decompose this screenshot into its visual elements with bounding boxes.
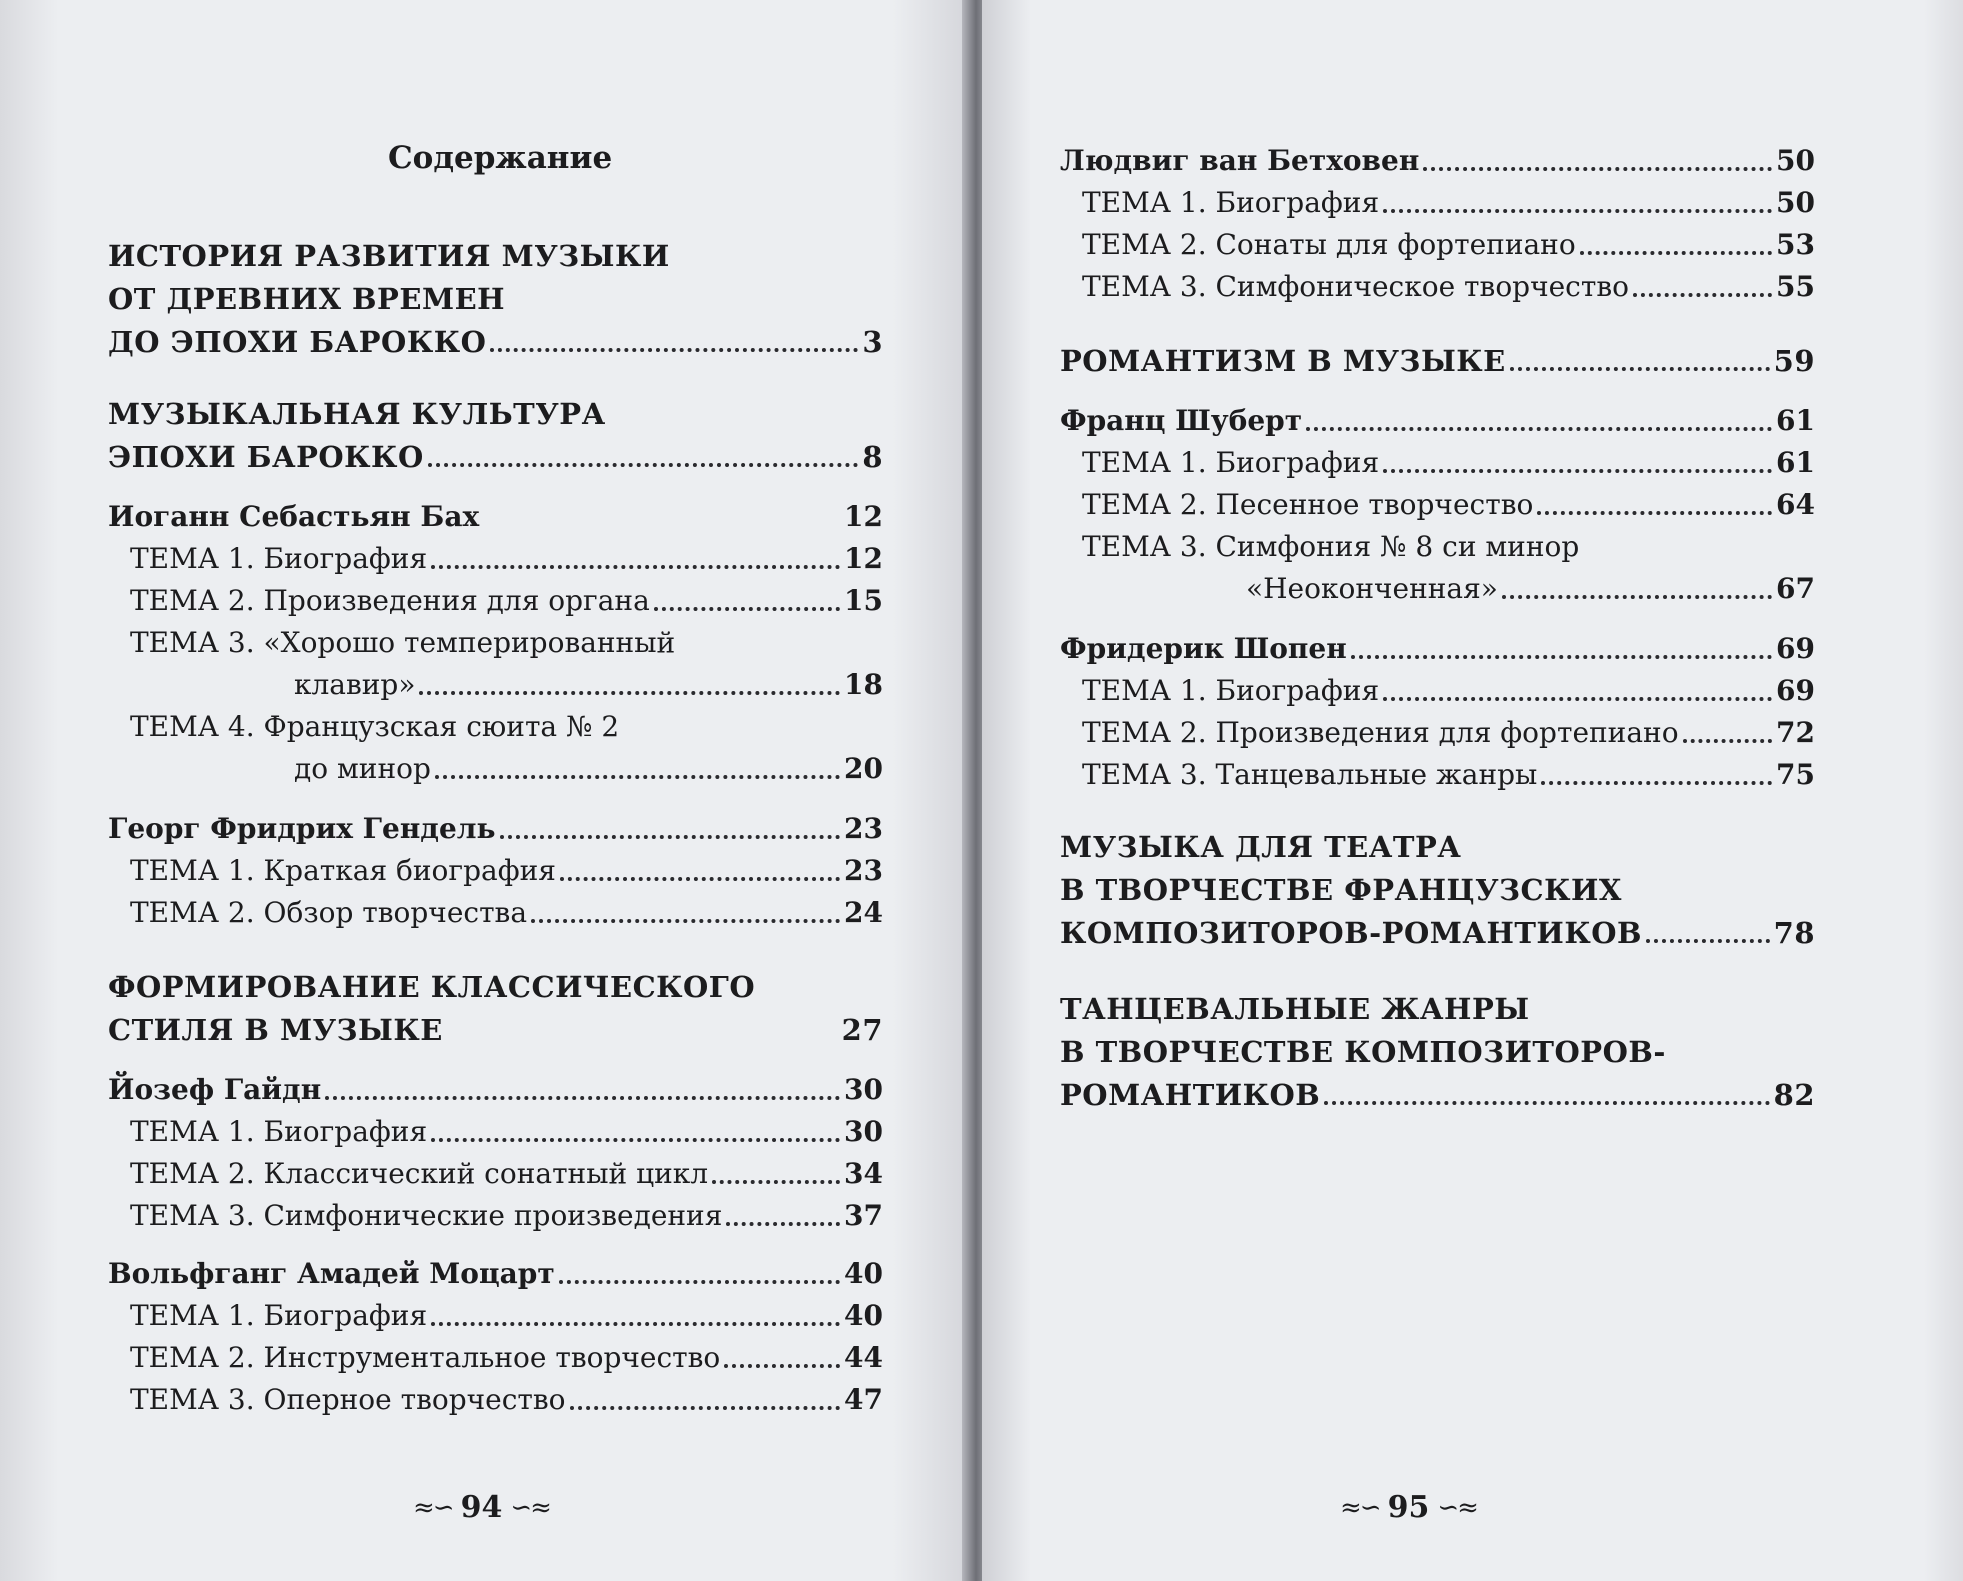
page-number: 12 (844, 542, 883, 575)
toc-entry-topic[interactable] (1060, 184, 1815, 222)
entry-label: ТЕМА 2. Песенное творчество (1082, 488, 1534, 521)
page-number: 12 (844, 500, 883, 533)
section-heading-line: ТАНЦЕВАЛЬНЫЕ ЖАНРЫ (1060, 992, 1530, 1026)
leader-dots (1502, 595, 1772, 599)
page-number: 15 (844, 584, 883, 617)
toc-entry-topic[interactable] (1060, 756, 1815, 794)
leader-dots (1423, 167, 1772, 171)
page-number: 34 (844, 1157, 883, 1190)
page-number: 3 (862, 325, 883, 359)
page-number: 20 (844, 752, 883, 785)
page-number: 40 (844, 1299, 883, 1332)
page-number: 23 (844, 854, 883, 887)
toc-entry-topic[interactable] (1060, 672, 1815, 710)
entry-label: РОМАНТИКОВ (1060, 1078, 1321, 1112)
leader-dots (1580, 251, 1772, 255)
toc-entry-topic[interactable] (1060, 226, 1815, 264)
toc-entry-composer[interactable] (108, 1071, 883, 1109)
toc-entry-topic[interactable] (1060, 444, 1815, 482)
page-number: 50 (1776, 144, 1815, 177)
entry-label: ТЕМА 1. Биография (1082, 674, 1380, 707)
entry-label: Йозеф Гайдн (108, 1073, 322, 1106)
page-number: 72 (1776, 716, 1815, 749)
leader-dots (1324, 1101, 1769, 1105)
entry-label: «Неоконченная» (1246, 572, 1498, 605)
entry-label: ТЕМА 3. Симфоническое творчество (1082, 270, 1629, 303)
toc-entry-topic[interactable] (108, 852, 883, 890)
entry-label: ТЕМА 2. Произведения для фортепиано (1082, 716, 1679, 749)
entry-label: клавир» (294, 668, 416, 701)
toc-entry-composer[interactable] (1060, 402, 1815, 440)
leader-dots (531, 919, 840, 923)
entry-label: ТЕМА 1. Биография (1082, 186, 1380, 219)
leader-dots (1383, 469, 1772, 473)
leader-space (483, 523, 840, 527)
entry-label: ТЕМА 1. Биография (130, 1115, 428, 1148)
leader-dots (428, 463, 859, 467)
toc-entry-topic[interactable] (108, 1297, 883, 1335)
toc-entry-topic[interactable] (1060, 528, 1815, 566)
leader-dots (1537, 511, 1772, 515)
page-number: 67 (1776, 572, 1815, 605)
entry-label: ТЕМА 3. Симфонические произведения (130, 1199, 723, 1232)
page-number: 44 (844, 1341, 883, 1374)
page-number: 37 (844, 1199, 883, 1232)
page-number: 55 (1776, 270, 1815, 303)
leader-dots (559, 1280, 840, 1284)
entry-label: Иоганн Себастьян Бах (108, 500, 480, 533)
entry-label: СТИЛЯ В МУЗЫКЕ (108, 1013, 443, 1047)
leader-dots (654, 607, 840, 611)
toc-entry-topic[interactable] (1060, 268, 1815, 306)
entry-label: ТЕМА 2. Классический сонатный цикл (130, 1157, 709, 1190)
right-page (982, 0, 1963, 1581)
flourish-left-icon: ≈∽ (413, 1492, 453, 1523)
leader-dots (560, 877, 840, 881)
page-number: 69 (1776, 632, 1815, 665)
entry-label: Вольфганг Амадей Моцарт (108, 1257, 555, 1290)
toc-entry-topic[interactable] (1060, 714, 1815, 752)
leader-dots (570, 1406, 841, 1410)
page-number: 61 (1776, 404, 1815, 437)
page-number: 53 (1776, 228, 1815, 261)
toc-entry-topic[interactable] (108, 1381, 883, 1419)
toc-entry-composer[interactable] (108, 498, 883, 536)
toc-entry-topic-continued[interactable] (108, 666, 883, 704)
page-number: 47 (844, 1383, 883, 1416)
page-number: 50 (1776, 186, 1815, 219)
toc-entry-topic-continued[interactable] (1060, 570, 1815, 608)
entry-label: ТЕМА 1. Биография (1082, 446, 1380, 479)
leader-dots (1351, 655, 1772, 659)
toc-entry-topic[interactable] (108, 1155, 883, 1193)
toc-entry-topic[interactable] (108, 894, 883, 932)
flourish-right-icon: ∽≈ (1437, 1492, 1477, 1523)
toc-entry-composer[interactable] (108, 1255, 883, 1293)
leader-dots (431, 1322, 840, 1326)
toc-entry-topic[interactable] (108, 1197, 883, 1235)
entry-label: ТЕМА 1. Краткая биография (130, 854, 556, 887)
leader-dots (431, 1138, 840, 1142)
flourish-left-icon: ≈∽ (1340, 1492, 1380, 1523)
page-number: 30 (844, 1115, 883, 1148)
toc-entry-section[interactable] (1060, 914, 1815, 952)
leader-dots (1306, 427, 1772, 431)
section-heading-line: В ТВОРЧЕСТВЕ ФРАНЦУЗСКИХ (1060, 873, 1622, 907)
toc-entry-topic[interactable] (108, 1113, 883, 1151)
page-folio-number: 94 (460, 1490, 503, 1525)
entry-label: Людвиг ван Бетховен (1060, 144, 1420, 177)
entry-label: ТЕМА 3. Симфония № 8 си минор (1082, 530, 1580, 563)
leader-dots (435, 775, 840, 779)
section-heading-line: МУЗЫКАЛЬНАЯ КУЛЬТУРА (108, 397, 606, 431)
page-number: 69 (1776, 674, 1815, 707)
toc-entry-topic[interactable] (108, 708, 883, 746)
page-number: 8 (862, 440, 883, 474)
toc-entry-topic-continued[interactable] (108, 750, 883, 788)
page-number: 82 (1773, 1078, 1815, 1112)
entry-label: Франц Шуберт (1060, 404, 1303, 437)
section-heading-line: В ТВОРЧЕСТВЕ КОМПОЗИТОРОВ- (1060, 1035, 1666, 1069)
entry-label: ТЕМА 3. «Хорошо темперированный (130, 626, 676, 659)
toc-title: Содержание (388, 140, 613, 176)
toc-entry-section[interactable] (1060, 342, 1815, 380)
leader-dots (431, 565, 840, 569)
leader-dots (325, 1096, 840, 1100)
entry-label: Георг Фридрих Гендель (108, 812, 496, 845)
page-folio (1340, 1490, 1477, 1525)
toc-entry-section[interactable] (108, 323, 883, 361)
entry-label: ДО ЭПОХИ БАРОККО (108, 325, 487, 359)
page-number: 27 (841, 1013, 883, 1047)
entry-label: ЭПОХИ БАРОККО (108, 440, 424, 474)
page-folio (413, 1490, 550, 1525)
toc-entry-topic[interactable] (1060, 486, 1815, 524)
entry-label: ТЕМА 3. Танцевальные жанры (1082, 758, 1538, 791)
leader-dots (724, 1364, 840, 1368)
page-number: 23 (844, 812, 883, 845)
entry-label: Фридерик Шопен (1060, 632, 1347, 665)
entry-label: ТЕМА 1. Биография (130, 542, 428, 575)
page-number: 64 (1776, 488, 1815, 521)
entry-label: ТЕМА 2. Сонаты для фортепиано (1082, 228, 1576, 261)
entry-label: РОМАНТИЗМ В МУЗЫКЕ (1060, 344, 1506, 378)
page-number: 24 (844, 896, 883, 929)
section-heading-line: МУЗЫКА ДЛЯ ТЕАТРА (1060, 830, 1462, 864)
leader-space (447, 1036, 838, 1040)
flourish-right-icon: ∽≈ (510, 1492, 550, 1523)
toc-entry-section[interactable] (108, 1011, 883, 1049)
toc-entry-topic[interactable] (108, 540, 883, 578)
entry-label: ТЕМА 2. Произведения для органа (130, 584, 650, 617)
toc-entry-composer[interactable] (1060, 630, 1815, 668)
leader-dots (1510, 367, 1770, 371)
toc-entry-topic[interactable] (108, 624, 883, 662)
page-number: 78 (1773, 916, 1815, 950)
toc-entry-composer[interactable] (1060, 142, 1815, 180)
page-number: 30 (844, 1073, 883, 1106)
toc-entry-topic[interactable] (108, 1339, 883, 1377)
leader-dots (1541, 781, 1772, 785)
leader-dots (1683, 739, 1772, 743)
leader-dots (1383, 697, 1772, 701)
leader-dots (726, 1222, 840, 1226)
leader-dots (500, 835, 841, 839)
entry-label: ТЕМА 3. Оперное творчество (130, 1383, 566, 1416)
toc-entry-section[interactable] (1060, 1076, 1815, 1114)
page-number: 59 (1773, 344, 1815, 378)
leader-dots (1646, 939, 1770, 943)
entry-label: до минор (294, 752, 431, 785)
leader-dots (1633, 293, 1772, 297)
toc-entry-section[interactable] (108, 438, 883, 476)
left-page (0, 0, 970, 1581)
page-number: 75 (1776, 758, 1815, 791)
leader-dots (1383, 209, 1772, 213)
section-heading-line: ИСТОРИЯ РАЗВИТИЯ МУЗЫКИ (108, 239, 670, 273)
entry-label: ТЕМА 1. Биография (130, 1299, 428, 1332)
section-heading-line: ОТ ДРЕВНИХ ВРЕМЕН (108, 282, 506, 316)
entry-label: ТЕМА 4. Французская сюита № 2 (130, 710, 620, 743)
leader-dots (419, 691, 840, 695)
toc-entry-topic[interactable] (108, 582, 883, 620)
entry-label: ТЕМА 2. Инструментальное творчество (130, 1341, 721, 1374)
page-number: 61 (1776, 446, 1815, 479)
entry-label: ТЕМА 2. Обзор творчества (130, 896, 528, 929)
page-folio-number: 95 (1387, 1490, 1430, 1525)
entry-label: КОМПОЗИТОРОВ-РОМАНТИКОВ (1060, 916, 1642, 950)
leader-dots (712, 1180, 840, 1184)
section-heading-line: ФОРМИРОВАНИЕ КЛАССИЧЕСКОГО (108, 970, 756, 1004)
page-number: 40 (844, 1257, 883, 1290)
page-number: 18 (844, 668, 883, 701)
leader-dots (490, 348, 858, 352)
toc-entry-composer[interactable] (108, 810, 883, 848)
